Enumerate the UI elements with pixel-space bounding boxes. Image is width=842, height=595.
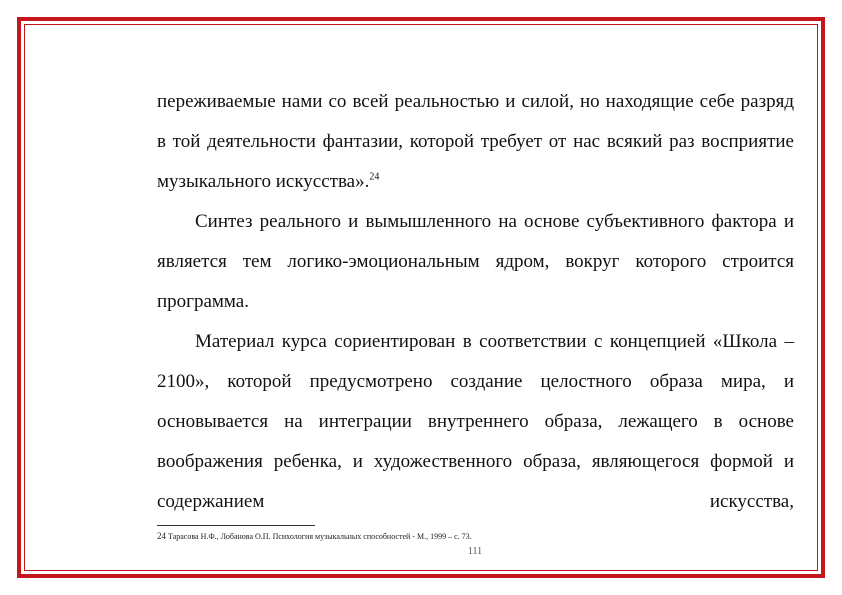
paragraph-quote-ending	[157, 82, 794, 202]
footnote-separator	[157, 525, 315, 526]
paragraph-2-text: Синтез реального и вымышленного на основе субъективного фактора и является тем логико-эмоциональным ядром, вокруг которого строится программа.	[157, 211, 794, 312]
paragraph-synthesis	[157, 202, 794, 322]
footnote	[157, 531, 797, 542]
footnote-text: Тарасова Н.Ф., Лобанова О.П. Психология музыкальных способностей - М., 1999 – с. 73.	[168, 532, 472, 541]
footnote-reference[interactable]: 24	[369, 171, 380, 183]
body-text	[157, 82, 794, 522]
paragraph-course-material	[157, 322, 794, 522]
footnote-number: 24	[157, 531, 166, 541]
paragraph-1-text: переживаемые нами со всей реальностью и силой, но находящие себе разряд в той деятельности фантазии, которой требует от нас всякий раз восприятие музыкального искусства».	[157, 91, 794, 192]
paragraph-3-text: Материал курса сориентирован в соответствии с концепцией «Школа – 2100», которой предусмотрено создание целостного образа мира, и основывается на интеграции внутреннего образа, лежащего в основе воображения ребенка, и художественного образа, являющегося формой и содержанием искусства,	[157, 331, 794, 512]
page-number: 111	[467, 546, 483, 557]
